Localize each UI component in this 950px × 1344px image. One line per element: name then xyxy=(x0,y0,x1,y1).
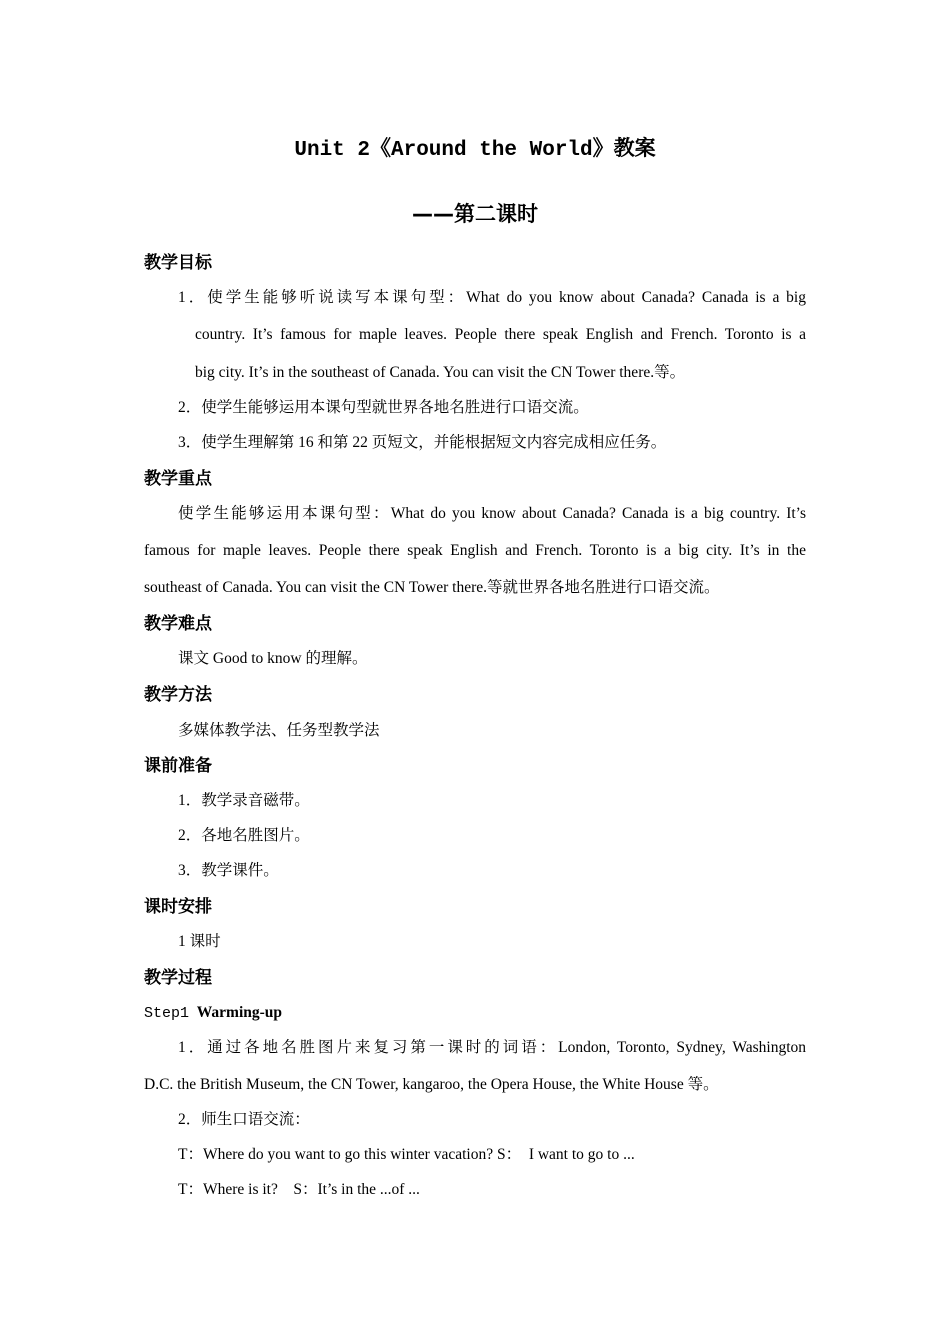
key-points-line-3: southeast of Canada. You can visit the CN Tower there.等就世界各地名胜进行口语交流。 xyxy=(144,579,720,596)
dialog-line-2: T：Where is it? S：It’s in the ...of ... xyxy=(178,1181,420,1198)
document-title: Unit 2《Around the World》教案 xyxy=(294,139,656,162)
preparation-item-2: 2．各地名胜图片。 xyxy=(178,827,310,844)
schedule-text: 1 课时 xyxy=(178,933,221,950)
heading-methods: 教学方法 xyxy=(144,685,212,705)
key-points-line-2: famous for maple leaves. People there speak English and French. Toronto is a big city. It’s in the xyxy=(144,542,806,559)
heading-schedule: 课时安排 xyxy=(144,897,212,917)
preparation-item-3: 3．教学课件。 xyxy=(178,862,279,879)
process-item-2: 2．师生口语交流： xyxy=(178,1111,310,1128)
heading-difficulties: 教学难点 xyxy=(144,614,212,634)
goal-item-1-line-1: 1．使学生能够听说读写本课句型：What do you know about Canada? Canada is a big xyxy=(178,289,806,306)
heading-preparation: 课前准备 xyxy=(144,756,212,776)
process-item-1-line-2: D.C. the British Museum, the CN Tower, kangaroo, the Opera House, the White House 等。 xyxy=(144,1076,719,1093)
goal-item-3: 3．使学生理解第 16 和第 22 页短文，并能根据短文内容完成相应任务。 xyxy=(178,434,667,451)
heading-process: 教学过程 xyxy=(144,968,212,988)
goal-item-1-line-3: big city. It’s in the southeast of Canada. You can visit the CN Tower there.等。 xyxy=(195,364,686,381)
step-1-heading xyxy=(144,1001,282,1026)
process-item-1-line-1: 1．通过各地名胜图片来复习第一课时的词语：London, Toronto, Sydney, Washington xyxy=(178,1039,806,1056)
methods-text: 多媒体教学法、任务型教学法 xyxy=(178,722,380,739)
document-subtitle: ——第二课时 xyxy=(412,202,538,226)
dialog-line-1: T：Where do you want to go this winter vacation? S： I want to go to ... xyxy=(178,1146,635,1163)
heading-goals: 教学目标 xyxy=(144,253,212,273)
goal-item-2: 2．使学生能够运用本课句型就世界各地名胜进行口语交流。 xyxy=(178,399,589,416)
heading-key-points: 教学重点 xyxy=(144,469,212,489)
goal-item-1-line-2: country. It’s famous for maple leaves. People there speak English and French. Toronto is a xyxy=(195,326,806,343)
step-1-prefix: Step1 xyxy=(144,1005,190,1022)
step-1-title: Warming-up xyxy=(196,1004,283,1021)
difficulties-text: 课文 Good to know 的理解。 xyxy=(178,650,368,667)
preparation-item-1: 1．教学录音磁带。 xyxy=(178,792,310,809)
key-points-line-1: 使学生能够运用本课句型：What do you know about Canada? Canada is a big country. It’s xyxy=(178,505,806,522)
